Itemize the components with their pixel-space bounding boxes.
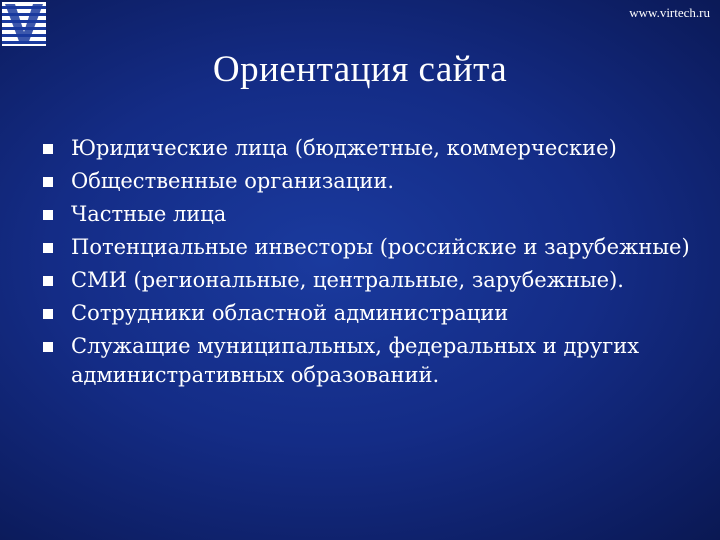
site-url: www.virtech.ru [629, 5, 710, 20]
list-item-text: Общественные организации. [71, 169, 394, 193]
list-item [43, 200, 703, 229]
square-bullet-icon [43, 276, 53, 286]
list-item-text: Служащие муниципальных, федеральных и других административных образований. [71, 334, 640, 387]
list-item [43, 134, 703, 163]
square-bullet-icon [43, 243, 53, 253]
virtech-logo [2, 2, 46, 46]
square-bullet-icon [43, 210, 53, 220]
list-item [43, 167, 703, 196]
list-item-text: Юридические лица (бюджетные, коммерческие) [71, 136, 617, 160]
square-bullet-icon [43, 342, 53, 352]
bullet-list [43, 134, 703, 394]
list-item-text: Сотрудники областной администрации [71, 301, 509, 325]
square-bullet-icon [43, 309, 53, 319]
list-item-text: СМИ (региональные, центральные, зарубежные). [71, 268, 624, 292]
slide-title: Ориентация сайта [212, 49, 508, 90]
square-bullet-icon [43, 177, 53, 187]
list-item [43, 266, 703, 295]
list-item [43, 332, 703, 390]
list-item [43, 233, 703, 262]
list-item [43, 299, 703, 328]
list-item-text: Потенциальные инвесторы (российские и зарубежные) [71, 235, 690, 259]
list-item-text: Частные лица [71, 202, 227, 226]
square-bullet-icon [43, 144, 53, 154]
